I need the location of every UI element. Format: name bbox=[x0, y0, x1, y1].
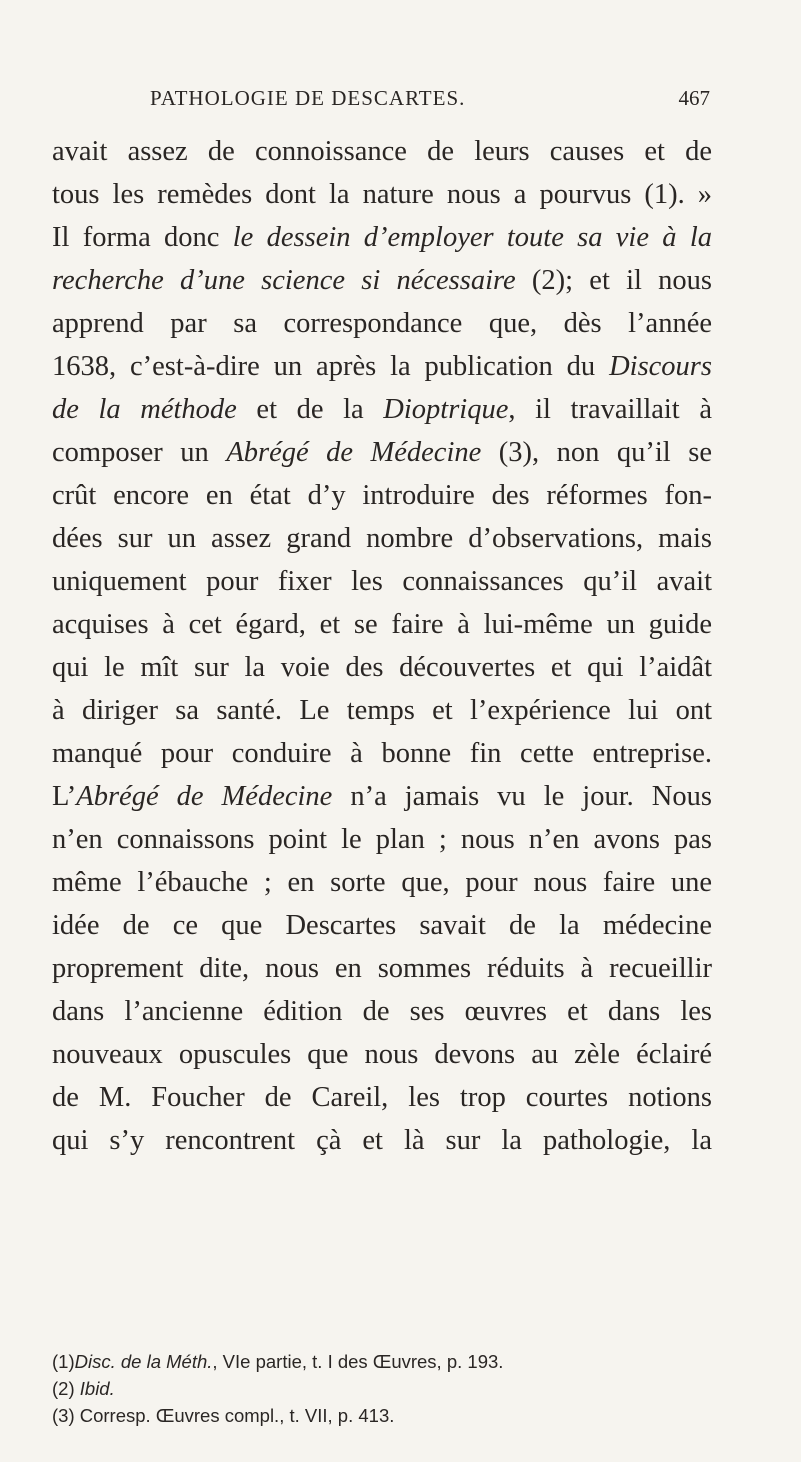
text-line bbox=[52, 130, 712, 173]
text-span: uniquement pour fixer les connaissances qu’il avait bbox=[52, 566, 712, 597]
body-text bbox=[52, 130, 712, 1162]
text-span: tous les remèdes dont la nature nous a pourvus (1). » bbox=[52, 179, 712, 210]
text-line bbox=[52, 689, 712, 732]
italic-span: Dioptrique bbox=[383, 394, 509, 425]
text-line bbox=[52, 216, 712, 259]
text-line bbox=[52, 431, 712, 474]
footnotes bbox=[52, 1348, 712, 1429]
text-line bbox=[52, 517, 712, 560]
text-line bbox=[52, 947, 712, 990]
text-line bbox=[52, 259, 712, 302]
text-line bbox=[52, 646, 712, 689]
text-line bbox=[52, 904, 712, 947]
italic-span: Abrégé de Médecine bbox=[76, 781, 333, 812]
running-title: PATHOLOGIE DE DESCARTES. bbox=[150, 86, 466, 110]
text-span: Il forma donc bbox=[52, 222, 233, 253]
text-span: , il travaillait à bbox=[508, 394, 712, 425]
footnote-text: , VIe partie, t. I des Œuvres, p. 193. bbox=[212, 1351, 504, 1372]
text-span: manqué pour conduire à bonne fin cette entreprise. bbox=[52, 738, 712, 769]
text-span: dans l’ancienne édition de ses œuvres et dans les bbox=[52, 996, 712, 1027]
text-line bbox=[52, 603, 712, 646]
footnote-3 bbox=[52, 1402, 712, 1429]
text-span: acquises à cet égard, et se faire à lui-même un guide bbox=[52, 609, 712, 640]
footnote-2 bbox=[52, 1375, 712, 1402]
text-line bbox=[52, 861, 712, 904]
italic-span: Discours bbox=[609, 351, 712, 382]
text-span: qui s’y rencontrent çà et là sur la pathologie, la bbox=[52, 1125, 712, 1156]
text-line bbox=[52, 173, 712, 216]
text-span: à diriger sa santé. Le temps et l’expérience lui ont bbox=[52, 695, 712, 726]
footnote-text: (3) Corresp. Œuvres compl., t. VII, p. 413. bbox=[52, 1405, 395, 1426]
text-span: de M. Foucher de Careil, les trop courtes notions bbox=[52, 1082, 712, 1113]
text-line bbox=[52, 1119, 712, 1162]
footnote-mark: (1) bbox=[52, 1351, 75, 1372]
footnote-1 bbox=[52, 1348, 712, 1375]
text-span: 1638, c’est-à-dire un après la publication du bbox=[52, 351, 610, 382]
text-line bbox=[52, 1033, 712, 1076]
text-span: proprement dite, nous en sommes réduits à recueillir bbox=[52, 953, 712, 984]
text-line bbox=[52, 775, 712, 818]
text-line bbox=[52, 818, 712, 861]
text-span: dées sur un assez grand nombre d’observations, mais bbox=[52, 523, 712, 554]
footnote-mark: (2) bbox=[52, 1378, 75, 1399]
text-span: apprend par sa correspondance que, dès l’année bbox=[52, 308, 712, 339]
text-line bbox=[52, 345, 712, 388]
italic-span: le dessein d’employer toute sa vie à la bbox=[232, 222, 713, 253]
text-span: qui le mît sur la voie des découvertes et qui l’aidât bbox=[52, 652, 712, 683]
text-span: composer un bbox=[52, 437, 227, 468]
text-line bbox=[52, 302, 712, 345]
text-span: et de la bbox=[236, 394, 384, 425]
text-line bbox=[52, 732, 712, 775]
text-span: même l’ébauche ; en sorte que, pour nous faire une bbox=[52, 867, 712, 898]
text-span: n’a jamais vu le jour. Nous bbox=[332, 781, 712, 812]
footnote-italic: Disc. de la Méth. bbox=[74, 1351, 213, 1372]
text-span: idée de ce que Descartes savait de la médecine bbox=[52, 910, 712, 941]
text-line bbox=[52, 560, 712, 603]
text-span: nouveaux opuscules que nous devons au zèle éclairé bbox=[52, 1039, 712, 1070]
text-line bbox=[52, 990, 712, 1033]
italic-span: de la méthode bbox=[52, 394, 237, 425]
text-line bbox=[52, 388, 712, 431]
italic-span: Abrégé de Médecine bbox=[226, 437, 482, 468]
text-span: (2); et il nous bbox=[515, 265, 712, 296]
italic-span: recherche d’une science si nécessaire bbox=[52, 265, 516, 296]
text-span: crût encore en état d’y introduire des réformes fon- bbox=[52, 480, 712, 511]
page-header bbox=[150, 86, 710, 118]
footnote-italic: Ibid. bbox=[79, 1378, 115, 1399]
text-span: L’ bbox=[52, 781, 77, 812]
text-span: avait assez de connoissance de leurs causes et de bbox=[52, 136, 712, 167]
text-span: n’en connaissons point le plan ; nous n’en avons pas bbox=[52, 824, 712, 855]
text-span: (3), non qu’il se bbox=[481, 437, 712, 468]
text-line bbox=[52, 474, 712, 517]
text-line bbox=[52, 1076, 712, 1119]
page-number: 467 bbox=[678, 86, 710, 110]
